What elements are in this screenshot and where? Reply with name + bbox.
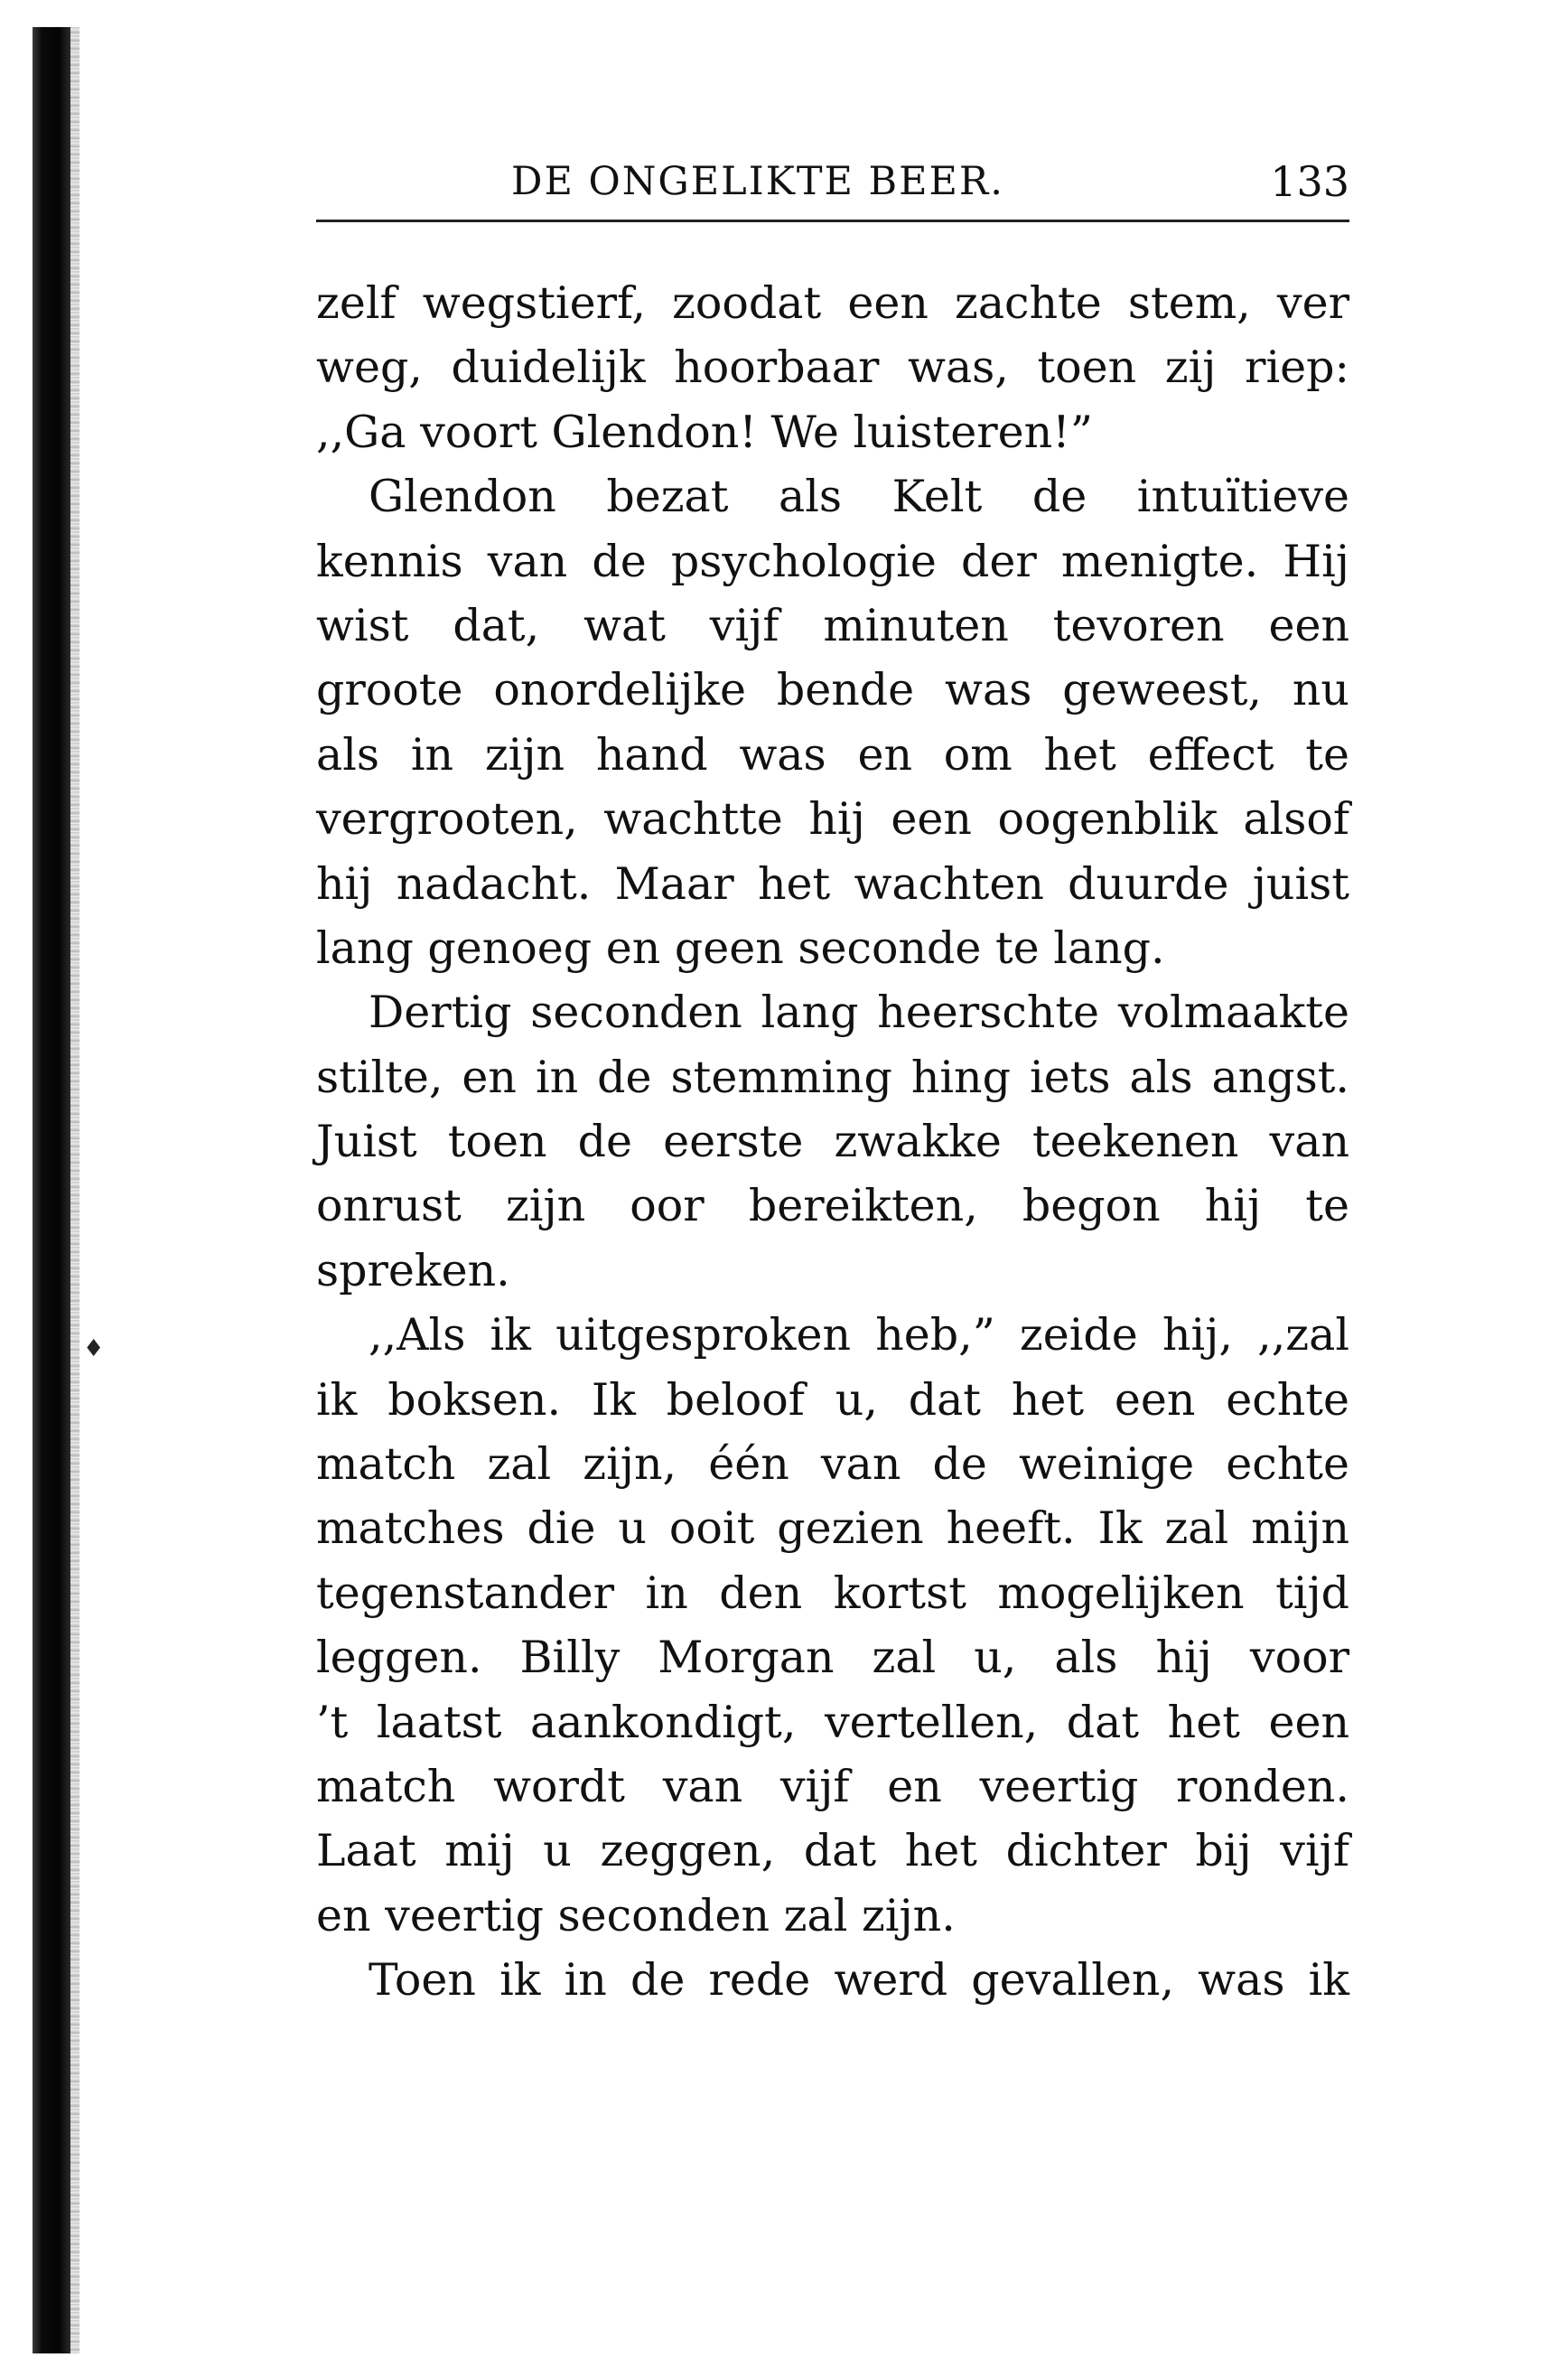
text-line: hij nadacht. Maar het wachten duurde juist bbox=[316, 857, 1349, 910]
text-line: Dertig seconden lang heerschte volmaakte bbox=[369, 987, 1349, 1039]
text-line: onrust zijn oor bereikten, begon hij te bbox=[316, 1180, 1349, 1232]
text-line: spreken. bbox=[316, 1244, 510, 1296]
text-line: als in zijn hand was en om het effect te bbox=[316, 728, 1349, 781]
text-line: groote onordelijke bende was geweest, nu bbox=[316, 664, 1349, 716]
text-line: Glendon bezat als Kelt de intuïtieve bbox=[369, 471, 1349, 523]
text-line: ik boksen. Ik beloof u, dat het een echte bbox=[316, 1373, 1349, 1426]
text-line: Laat mij u zeggen, dat het dichter bij vijf bbox=[316, 1825, 1349, 1877]
text-line: match zal zijn, één van de weinige echte bbox=[316, 1438, 1349, 1491]
page-header bbox=[316, 152, 1349, 217]
text-line: weg, duidelijk hoorbaar was, toen zij riep: bbox=[316, 341, 1349, 394]
text-line: ,,Ga voort Glendon! We luisteren!” bbox=[316, 406, 1093, 458]
text-line: leggen. Billy Morgan zal u, als hij voor bbox=[316, 1632, 1349, 1684]
text-line: lang genoeg en geen seconde te lang. bbox=[316, 922, 1165, 974]
text-line: ’t laatst aankondigt, vertellen, dat het een bbox=[316, 1696, 1349, 1748]
text-line: Juist toen de eerste zwakke teekenen van bbox=[316, 1116, 1349, 1168]
text-line: Toen ik in de rede werd gevallen, was ik bbox=[369, 1954, 1349, 2007]
text-line: match wordt van vijf en veertig ronden. bbox=[316, 1760, 1349, 1812]
binding-fringe bbox=[70, 27, 79, 2353]
body-text bbox=[316, 271, 1349, 2013]
header-rule bbox=[316, 220, 1349, 222]
text-line: stilte, en in de stemming hing iets als angst. bbox=[316, 1051, 1349, 1103]
running-title: DE ONGELIKTE BEER. bbox=[511, 159, 1004, 204]
text-line: wist dat, wat vijf minuten tevoren een bbox=[316, 599, 1349, 651]
text-line: en veertig seconden zal zijn. bbox=[316, 1889, 956, 1941]
text-line: vergrooten, wachtte hij een oogenblik alsof bbox=[316, 793, 1349, 846]
text-line: kennis van de psychologie der menigte. Hij bbox=[316, 535, 1349, 587]
margin-mark: ♦ bbox=[83, 1335, 105, 1362]
binding-edge bbox=[33, 27, 70, 2353]
text-line: ,,Als ik uitgesproken heb,” zeide hij, ,,zal bbox=[369, 1309, 1349, 1361]
text-line: zelf wegstierf, zoodat een zachte stem, ver bbox=[316, 277, 1349, 329]
page-number: 133 bbox=[1270, 157, 1349, 206]
text-line: tegenstander in den kortst mogelijken tijd bbox=[316, 1567, 1349, 1619]
text-line: matches die u ooit gezien heeft. Ik zal mijn bbox=[316, 1502, 1349, 1555]
